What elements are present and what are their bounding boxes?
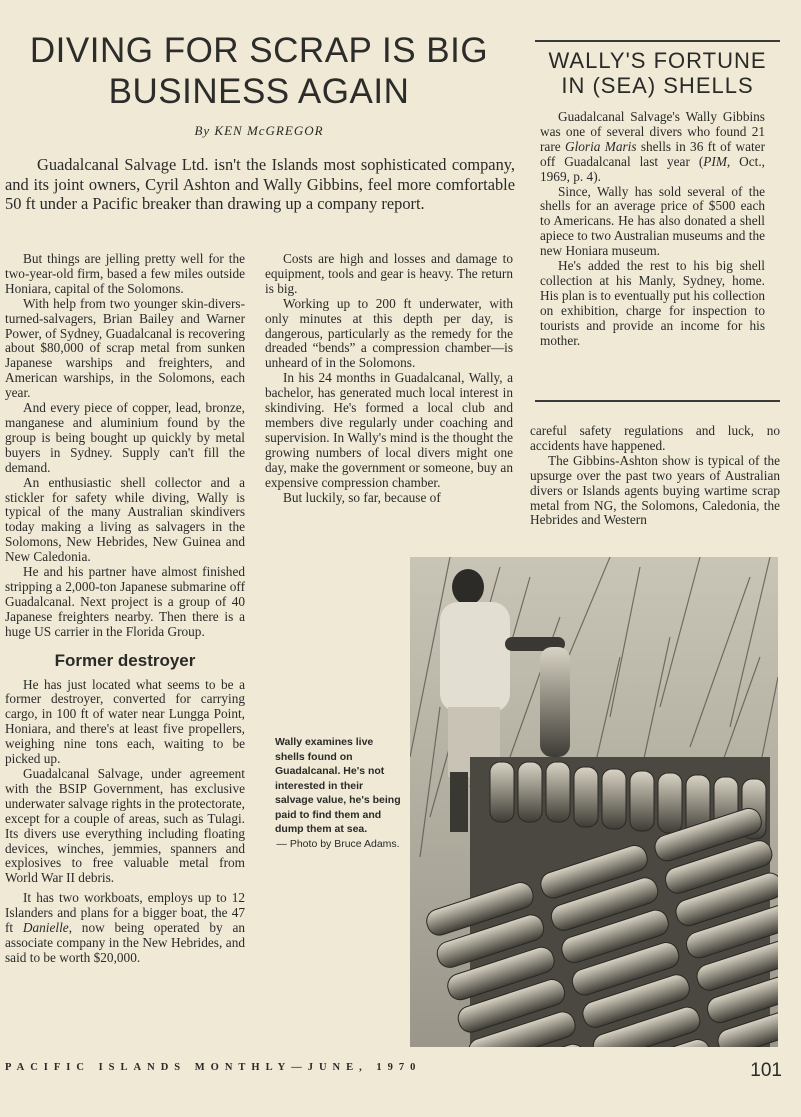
text-run: Guadalcanal Salvage's Wally Gibbins was one of several divers who found 21 rare: [540, 109, 765, 154]
page-number: 101: [750, 1060, 782, 1081]
sidebar-title-line-2: IN (SEA) SHELLS: [561, 73, 754, 98]
sidebar-paragraph: Since, Wally has sold several of the shells for an average price of $500 each to Americans. He has also donated a shell apiece to two Australian museums and the new Honiara museum.: [540, 183, 765, 259]
lead-paragraph: [5, 155, 515, 214]
byline: By KEN McGREGOR: [194, 123, 324, 138]
text-run: It has two workboats, employs up to 12 Islanders and plans for a bigger boat, the 47 ft: [5, 890, 245, 936]
subheading: Former destroyer: [54, 650, 196, 670]
body-paragraph: But things are jelling pretty well for the two-year-old firm, based a few miles outside Honiara, capital of the Solomons.: [5, 251, 245, 296]
headline: [18, 30, 500, 112]
article-column-2: [265, 252, 513, 505]
article-column-3: [530, 424, 780, 528]
sidebar-paragraph: [540, 110, 765, 185]
body-paragraph: He has just located what seems to be a former destroyer, converted for carrying cargo, in 100 ft of water near Lungga Point, Honiara, and there's at least five propellers, weighing nine tons each, waiting to be picked up.: [5, 676, 245, 767]
lead-text: Guadalcanal Salvage Ltd. isn't the Islands most sophisticated company, and its joint owners, Cyril Ashton and Wally Gibbins, feel more comfortable 50 ft under a Pacific breaker than drawing up a company report.: [5, 155, 515, 213]
publication-ref: PIM,: [703, 153, 731, 169]
sidebar-title-line-1: WALLY'S FORTUNE: [548, 48, 767, 73]
shell-name: Gloria Maris: [564, 138, 637, 154]
headline-line-2: BUSINESS AGAIN: [108, 72, 410, 111]
text-run: Oct., 1969, p. 4).: [540, 153, 766, 184]
body-paragraph: In his 24 months in Guadalcanal, Wally, a bachelor, has generated much local interest in skindiving. He's formed a local club and members dive regularly under coaching and supervision. In Wally's mind is the thought the growing numbers of local divers might one day, make the government or someone, buy an expensive compression chamber.: [265, 370, 513, 490]
sidebar-top-rule: [535, 40, 780, 42]
headline-line-1: DIVING FOR SCRAP IS BIG: [29, 31, 489, 70]
photo-caption: [275, 735, 401, 851]
footer-publication: PACIFIC ISLANDS MONTHLY—JUNE, 1970: [5, 1062, 422, 1073]
body-paragraph: Costs are high and losses and damage to equipment, tools and gear is heavy. The return is big.: [265, 251, 513, 296]
sidebar-body: [540, 110, 765, 349]
text-run: shells in 36 ft of water off Guadalcanal last year (: [540, 138, 765, 169]
photo-image: [410, 557, 778, 1047]
photo-credit: — Photo by Bruce Adams.: [276, 837, 400, 850]
body-paragraph: And every piece of copper, lead, bronze, manganese and aluminium found by the group is being bought up quickly by metal buyers in Sydney. Supply can't fill the demand.: [5, 400, 245, 475]
photo-shells: [410, 557, 778, 1047]
sidebar-paragraph: He's added the rest to his big shell collection at his Manly, Sydney, home. His plan is to eventually put his collection on exhibition, charge for inspection to tourists and provide an income for his mother.: [540, 258, 765, 348]
body-paragraph: He and his partner have almost finished stripping a 2,000-ton Japanese submarine off Guadalcanal. Next project is a group of 40 Japanese freighters nearby. Then there is a huge US carrier in the Florida Group.: [5, 564, 245, 639]
body-paragraph: Working up to 200 ft underwater, with only minutes at this depth per day, is dangerous, particularly as the remedy for the dreaded “bends” a compression chamber—is unheard of in the Solomons.: [265, 295, 513, 371]
body-paragraph: The Gibbins-Ashton show is typical of the upsurge over the past two years of Australian divers or Islands agents buying wartime scrap metal from NG, the Solomons, Caledonia, the Hebrides and Western: [530, 452, 780, 528]
text-run: , now being operated by an associate company in the New Hebrides, and said to be worth $20,000.: [5, 920, 245, 965]
body-paragraph: [5, 891, 245, 966]
article-column-1: [5, 252, 245, 966]
body-paragraph: An enthusiastic shell collector and a stickler for safety while diving, Wally is typical of the many Australian skindivers today making a living as salvagers in the Solomons, New Hebrides, New Guinea and New Caledonia.: [5, 474, 245, 565]
caption-text: Wally examines live shells found on Guadalcanal. He's not interested in their salvage value, he's being paid to find them and dump them at sea.: [275, 736, 401, 835]
body-paragraph: But luckily, so far, because of: [283, 489, 441, 505]
boat-name: Danielle: [22, 920, 69, 936]
body-paragraph: With help from two younger skin-divers-turned-salvagers, Brian Bailey and Warner Power, of Sydney, Guadalcanal is recovering about $80,000 of scrap metal from sunken Japanese warships and freighters, and American warships, in the Solomons, each year.: [5, 295, 245, 401]
sidebar-title: [530, 48, 785, 98]
body-paragraph: careful safety regulations and luck, no accidents have happened.: [530, 423, 780, 453]
body-paragraph: Guadalcanal Salvage, under agreement with the BSIP Government, has exclusive underwater salvage rights in the protectorate, except for a couple of areas, such as Tulagi. Its divers use everything including floating devices, winches, jemmies, spanners and explosives to free valuable metal from World War II debris.: [5, 766, 245, 886]
sidebar-bottom-rule: [535, 400, 780, 402]
